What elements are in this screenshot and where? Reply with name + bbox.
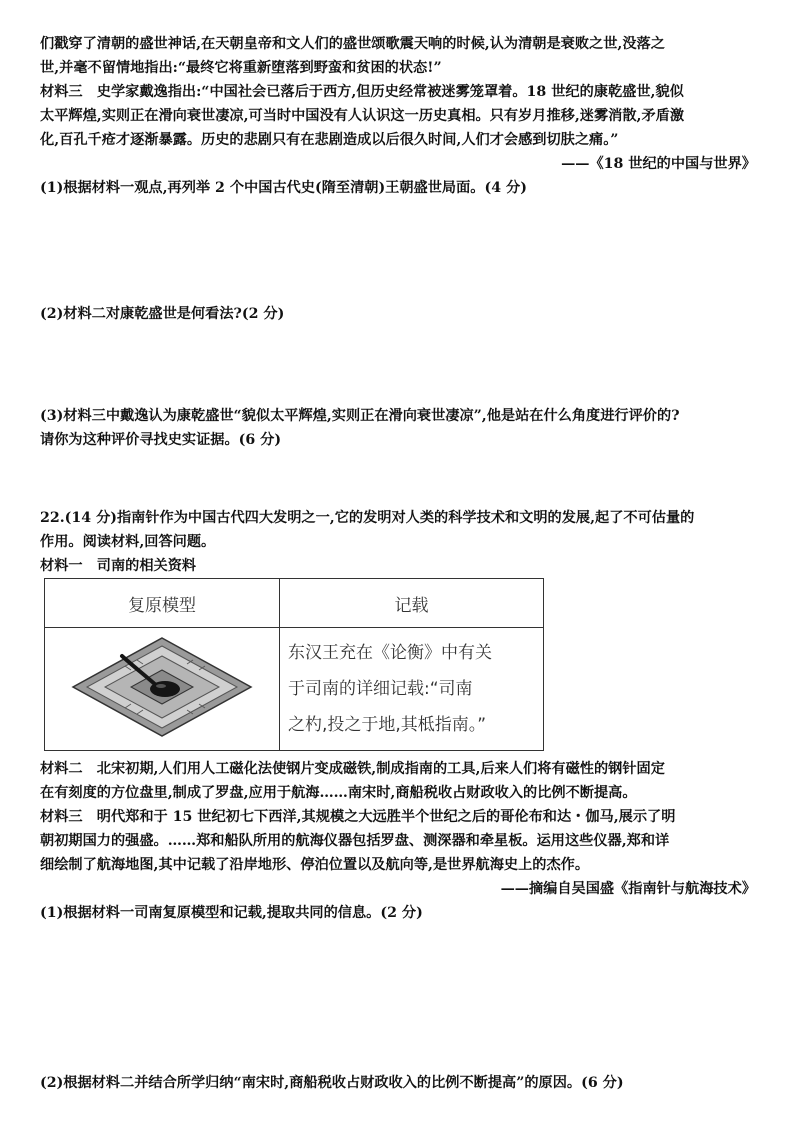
sinan-compass-image	[67, 632, 257, 742]
material-two-line: 材料二 北宋初期,人们用人工磁化法使钢片变成磁铁,制成指南的工具,后来人们将有磁性的钢针固定	[40, 761, 665, 777]
record-line: 东汉王充在《论衡》中有关	[288, 643, 492, 663]
sinan-model-cell	[45, 628, 280, 751]
material-three-line: 化,百孔千疮才逐渐暴露。历史的悲剧只有在悲剧造成以后很久时间,人们才会感到切肤之痛。”	[40, 132, 619, 148]
record-line: 于司南的详细记载:“司南	[288, 679, 473, 699]
answer-space	[40, 326, 756, 404]
material-three-source: ——摘编自吴国盛《指南针与航海技术》	[500, 881, 756, 897]
record-line: 之杓,投之于地,其柢指南。”	[288, 715, 487, 735]
exam-page	[40, 32, 756, 1095]
material-three-line: 材料三 明代郑和于 15 世纪初七下西洋,其规模之大远胜半个世纪之后的哥伦布和达・伽马,展示了明	[40, 809, 676, 825]
material-three-line: 细绘制了航海地图,其中记载了沿岸地形、停泊位置以及航向等,是世界航海史上的杰作。	[40, 857, 590, 873]
sinan-table	[44, 578, 544, 751]
answer-space	[40, 452, 756, 506]
question-21-1: (1)根据材料一观点,再列举 2 个中国古代史(隋至清朝)王朝盛世局面。(4 分)	[40, 180, 527, 196]
table-header-record: 记载	[280, 579, 544, 628]
question-22-intro: 22.(14 分)指南针作为中国古代四大发明之一,它的发明对人类的科学技术和文明的发展,起了不可估量的	[40, 510, 695, 526]
answer-space	[40, 200, 756, 302]
question-22-1: (1)根据材料一司南复原模型和记载,提取共同的信息。(2 分)	[40, 905, 423, 921]
material-three-line: 材料三 史学家戴逸指出:“中国社会已落后于西方,但历史经常被迷雾笼罩着。18 世纪的康乾盛世,貌似	[40, 84, 684, 100]
question-21-3-cont: 请你为这种评价寻找史实证据。(6 分)	[40, 432, 282, 448]
material-three-line: 太平辉煌,实则正在滑向衰世凄凉,可当时中国没有人认识这一历史真相。只有岁月推移,迷雾消散,矛盾激	[40, 108, 685, 124]
passage-line: 世,并毫不留情地指出:“最终它将重新堕落到野蛮和贫困的状态!”	[40, 60, 442, 76]
material-one-title: 材料一 司南的相关资料	[40, 558, 197, 574]
material-three-line: 朝初期国力的强盛。……郑和船队所用的航海仪器包括罗盘、测深器和牵星板。运用这些仪器,郑和详	[40, 833, 670, 849]
question-22-intro-cont: 作用。阅读材料,回答问题。	[40, 534, 216, 550]
table-header-model: 复原模型	[45, 579, 280, 628]
passage-line: 们戳穿了清朝的盛世神话,在天朝皇帝和文人们的盛世颂歌震天响的时候,认为清朝是衰败之世,没落之	[40, 36, 665, 52]
question-21-2: (2)材料二对康乾盛世是何看法?(2 分)	[40, 306, 285, 322]
question-22-2: (2)根据材料二并结合所学归纳“南宋时,商船税收占财政收入的比例不断提高”的原因。(6 分)	[40, 1075, 624, 1091]
question-21-3: (3)材料三中戴逸认为康乾盛世“貌似太平辉煌,实则正在滑向衰世凄凉”,他是站在什么角度进行评价的?	[40, 408, 680, 424]
material-three-source: ——《18 世纪的中国与世界》	[561, 156, 756, 172]
sinan-record-cell	[280, 628, 544, 751]
answer-space	[40, 925, 756, 1071]
material-two-line: 在有刻度的方位盘里,制成了罗盘,应用于航海……南宋时,商船税收占财政收入的比例不断提高。	[40, 785, 637, 801]
